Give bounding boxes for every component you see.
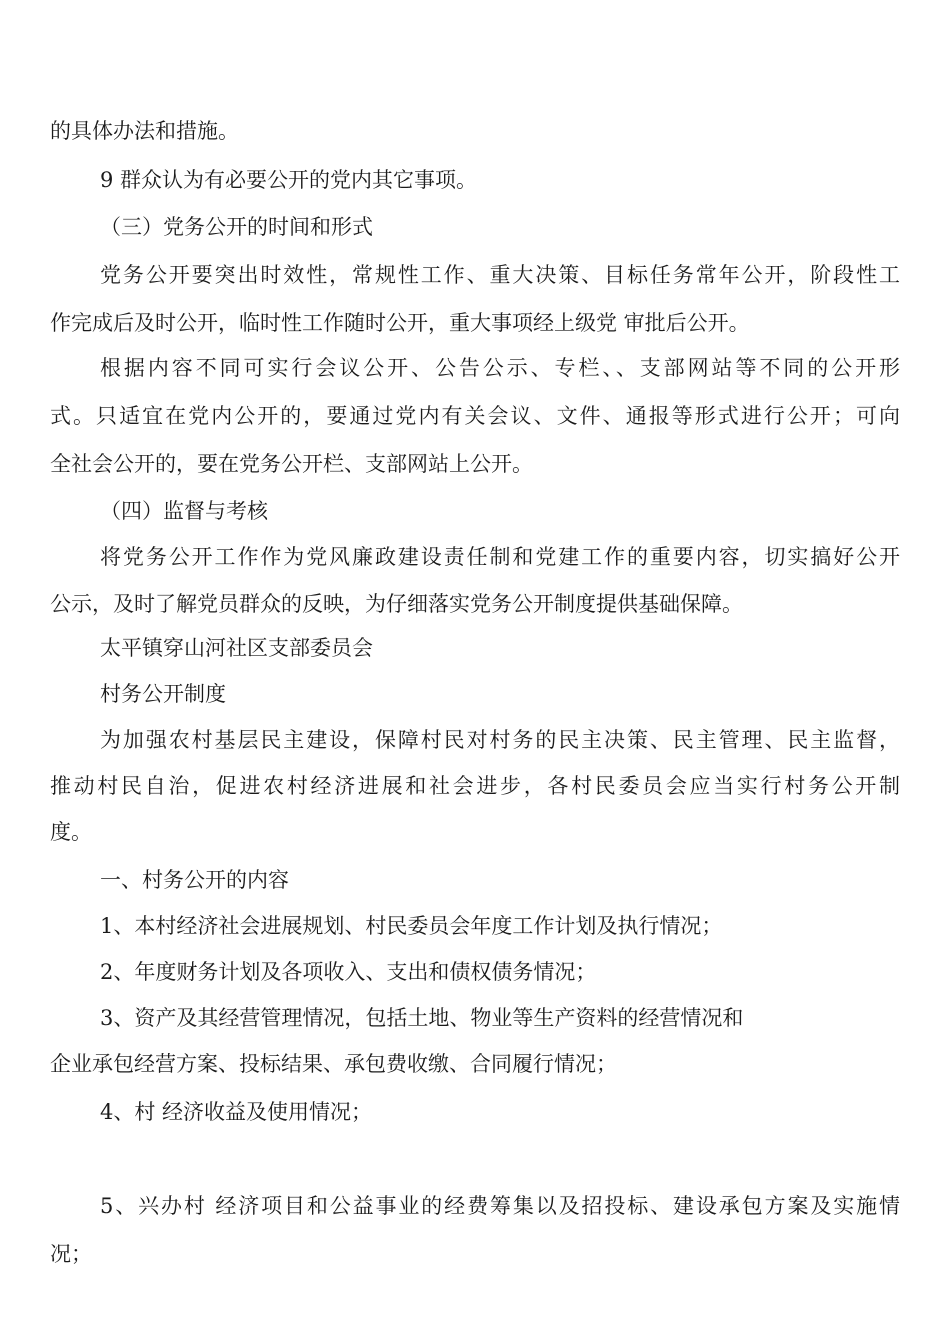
paragraph-line: 式。只适宜在党内公开的，要通过党内有关会议、文件、通报等形式进行公开；可向 xyxy=(50,404,900,428)
list-item-continuation: 况； xyxy=(50,1242,92,1266)
section-heading: （四）监督与考核 xyxy=(100,499,268,523)
document-title: 村务公开制度 xyxy=(100,682,226,706)
list-item: 4、村 经济收益及使用情况； xyxy=(100,1100,373,1124)
paragraph-line: 推动村民自治，促进农村经济进展和社会进步，各村民委员会应当实行村务公开制 xyxy=(50,774,900,798)
paragraph-line: 全社会公开的，要在党务公开栏、支部网站上公开。 xyxy=(50,452,533,476)
list-item: 2、年度财务计划及各项收入、支出和债权债务情况； xyxy=(100,960,597,984)
paragraph-line: 9 群众认为有必要公开的党内其它事项。 xyxy=(100,168,478,192)
list-item: 3、资产及其经营管理情况，包括土地、物业等生产资料的经营情况和 xyxy=(100,1006,744,1030)
paragraph-line: 的具体办法和措施。 xyxy=(50,119,239,143)
section-heading: 一、村务公开的内容 xyxy=(100,868,289,892)
paragraph-line: 为加强农村基层民主建设，保障村民对村务的民主决策、民主管理、民主监督， xyxy=(100,728,900,752)
list-item: 1、本村经济社会进展规划、村民委员会年度工作计划及执行情况； xyxy=(100,914,723,938)
organization-name: 太平镇穿山河社区支部委员会 xyxy=(100,636,373,660)
paragraph-line: 公示，及时了解党员群众的反映，为仔细落实党务公开制度提供基础保障。 xyxy=(50,592,743,616)
list-item-continuation: 企业承包经营方案、投标结果、承包费收缴、合同履行情况； xyxy=(50,1052,617,1076)
paragraph-line: 作完成后及时公开，临时性工作随时公开，重大事项经上级党 审批后公开。 xyxy=(50,311,750,335)
paragraph-line: 将党务公开工作作为党风廉政建设责任制和党建工作的重要内容，切实搞好公开 xyxy=(100,545,900,569)
paragraph-line: 党务公开要突出时效性，常规性工作、重大决策、目标任务常年公开，阶段性工 xyxy=(100,263,900,287)
section-heading: （三）党务公开的时间和形式 xyxy=(100,215,373,239)
paragraph-line: 根据内容不同可实行会议公开、公告公示、专栏、、支部网站等不同的公开形 xyxy=(100,356,900,380)
list-item: 5、兴办村 经济项目和公益事业的经费筹集以及招投标、建设承包方案及实施情 xyxy=(100,1194,900,1218)
paragraph-line: 度。 xyxy=(50,820,92,844)
